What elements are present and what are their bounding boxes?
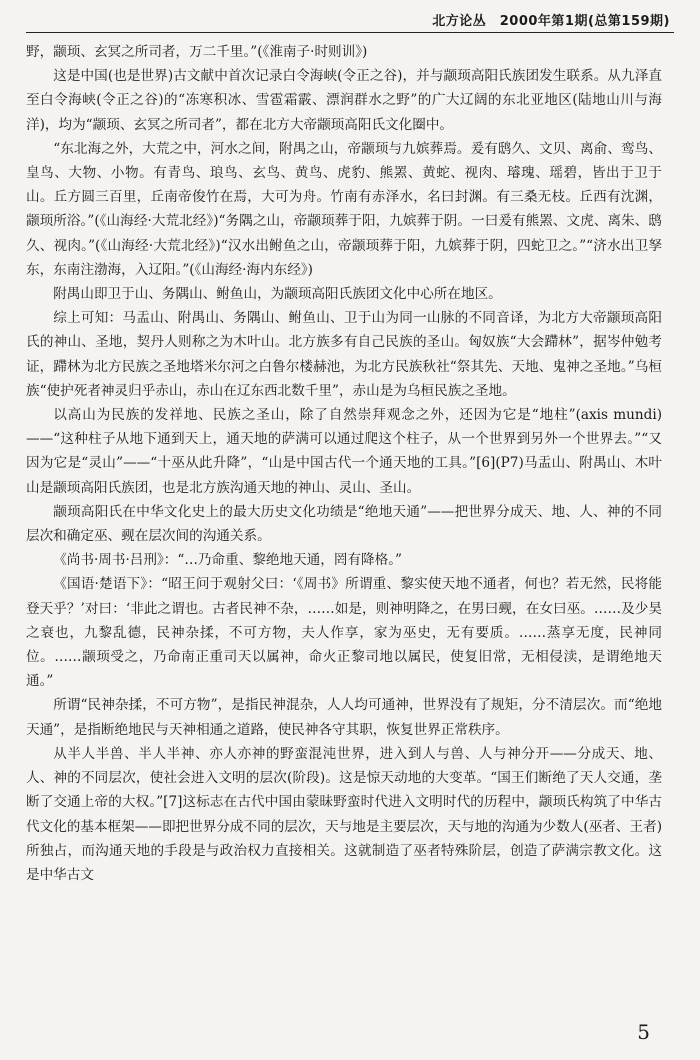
paragraph-quotation: 《国语·楚语下》：“昭王问于观射父曰：‘《周书》所谓重、黎实使天地不通者，何也？若无然，民将能登天乎？’对曰：‘非此之谓也。古者民神不杂，……如是，则神明降之，在男曰觋，在女曰巫。……及少昊之衰也，九黎乱德，民神杂揉，不可方物，夫人作享，家为巫史，无有要质。……蒸享无度，民神同位。……颛顼受之，乃命南正重司天以属神，命火正黎司地以属民，使复旧常，无相侵渎，是谓绝地天通。”	[26, 576, 662, 690]
paragraph-quotation: 《尚书·周书·吕刑》：“…乃命重、黎绝地天通，罔有降格。”	[53, 552, 402, 569]
paragraph-quotation: “东北海之外，大荒之中，河水之间，附禺之山，帝颛顼与九嫔葬焉。爰有鸱久、文贝、离俞、鸾鸟、皇鸟、大物、小物。有青鸟、琅鸟、玄鸟、黄鸟、虎豹、熊罴、黄蛇、视肉、璿瑰、瑶碧，皆出于卫于山。丘方圆三百里，丘南帝俊竹在焉，大可为舟。竹南有赤泽水，名曰封渊。有三桑无枝。丘西有沈渊，颛顼所浴。”(《山海经·大荒北经》)“务隅之山，帝颛顼葬于阳，九嫔葬于阴。一曰爰有熊罴、文虎、离朱、鸱久、视肉。”(《山海经·大荒北经》)“汉水出鲋鱼之山，帝颛顼葬于阳，九嫔葬于阴，四蛇卫之。”“济水出卫孥东，东南注渤海，入辽阳。”(《山海经·海内东经》)	[26, 140, 662, 278]
paragraph: 这是中国(也是世界)古文献中首次记录白令海峡(令正之谷)，并与颛顼高阳氏族团发生联系。从九泽直至白令海峡(令正之谷)的“冻寒积冰、雪雹霜霰、漂润群水之野”的广大辽阔的东北亚地区(陆地山川与海洋)，均为“颛顼、玄冥之所司者”，都在北方大帝颛顼高阳氏文化圈中。	[26, 68, 662, 133]
paragraph: 综上可知：马盂山、附禺山、务隅山、鲋鱼山、卫于山为同一山脉的不同音译，为北方大帝颛顼高阳氏的神山、圣地，契丹人则称之为木叶山。北方族多有自己民族的圣山。匈奴族“大会蹛林”，据岑仲勉考证，蹛林为北方民族之圣地塔米尔河之白鲁尔楼赫池，为北方民族秋社“祭其先、天地、鬼神之圣地。”乌桓族“使护死者神灵归乎赤山，赤山在辽东西北数千里”，赤山是为乌桓民族之圣地。	[26, 310, 662, 399]
paragraph: 附禺山即卫于山、务隅山、鲋鱼山，为颛顼高阳氏族团文化中心所在地区。	[53, 286, 502, 303]
article-body	[26, 40, 662, 887]
paragraph: 从半人半兽、半人半神、亦人亦神的野蛮混沌世界，进入到人与兽、人与神分开——分成天、地、人、神的不同层次，使社会进入文明的层次(阶段)。这是惊天动地的大变革。“国王们断绝了天人交通，垄断了交通上帝的大权。”[7]这标志在古代中国由蒙昧野蛮时代进入文明时代的历程中，颛顼氏构筑了中华古代文化的基本框架——即把世界分成不同的层次，天与地是主要层次，天与地的沟通为少数人(巫者、王者)所独占，而沟通天地的手段是与政治权力直接相关。这就制造了巫者特殊阶层，创造了萨满宗教文化。这是中华古文	[26, 745, 662, 883]
page-number: 5	[637, 1020, 650, 1044]
paragraph: 颛顼高阳氏在中华文化史上的最大历史文化功绩是“绝地天通”——把世界分成天、地、人、神的不同层次和确定巫、觋在层次间的沟通关系。	[26, 503, 662, 545]
header-rule	[26, 32, 674, 33]
paragraph: 以高山为民族的发祥地、民族之圣山，除了自然崇拜观念之外，还因为它是“地柱”(axis mundi)——“这种柱子从地下通到天上，通天地的萨满可以通过爬这个柱子，从一个世界到另外一个世界去。”“又因为它是“灵山”——“十巫从此升降”，“山是中国古代一个通天地的工具。”[6](P7)马盂山、附禺山、木叶山是颛顼高阳氏族团，也是北方族沟通天地的神山、灵山、圣山。	[26, 407, 662, 496]
running-header	[0, 0, 700, 36]
paragraph-continuation: 野，颛顼、玄冥之所司者，万二千里。”(《淮南子·时则训》)	[26, 44, 368, 60]
journal-info: 北方论丛 2000年第1期(总第159期)	[432, 14, 670, 29]
paragraph: 所谓“民神杂揉，不可方物”，是指民神混杂，人人均可通神，世界没有了规矩，分不清层次。而“绝地天通”，是指断绝地民与天神相通之道路，使民神各守其职，恢复世界正常秩序。	[26, 697, 662, 738]
